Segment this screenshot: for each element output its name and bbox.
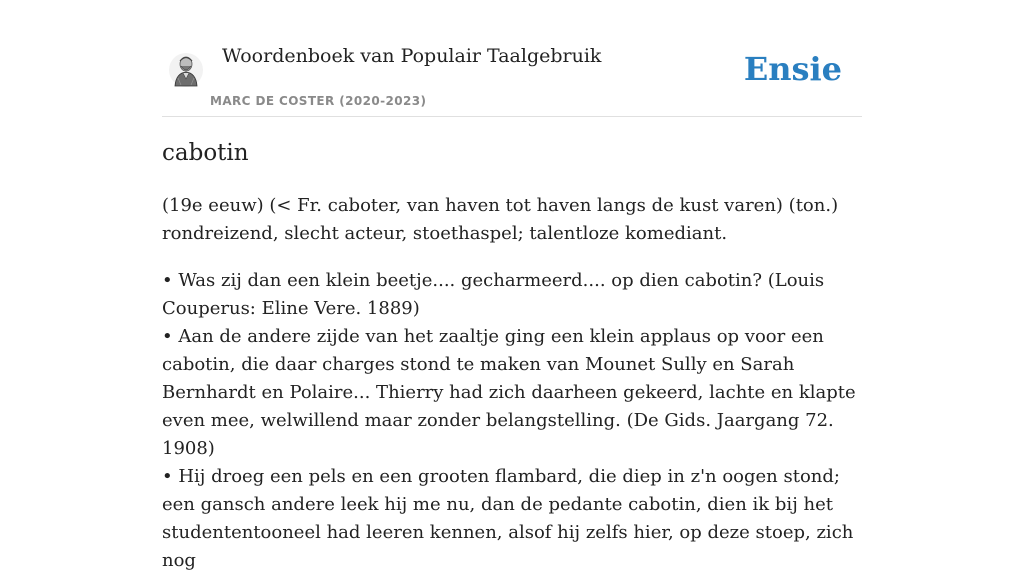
ensie-logo-link[interactable]: Ensie <box>743 50 842 88</box>
author-credit: MARC DE COSTER (2020-2023) <box>210 94 427 108</box>
citation-item: • Was zij dan een klein beetje.... gecharmeerd.... op dien cabotin? (Louis Couperus: Eline Vere. 1889) <box>162 270 825 319</box>
author-portrait-icon <box>168 52 204 88</box>
entry-definition: (19e eeuw) (< Fr. caboter, van haven tot haven langs de kust varen) (ton.) rondreizend, slecht acteur, stoethaspel; talentloze komediant. <box>162 195 839 244</box>
citation-item: • Hij droeg een pels en een grooten flambard, die diep in z'n oogen stond; een gansch andere leek hij me nu, dan de pedante cabotin, dien ik bij het studententooneel had leeren kennen, alsof hij zelfs hier, op deze stoep, zich nog <box>162 466 854 571</box>
entry-headword: cabotin <box>162 140 249 166</box>
citation-item: • Aan de andere zijde van het zaaltje ging een klein applaus op voor een cabotin, die daar charges stond te maken van Mounet Sully en Sarah Bernhardt en Polaire... Thierry had zich daarheen gekeerd, lachte en klapte even mee, welwillend maar zonder belangstelling. (De Gids. Jaargang 72. 1908) <box>162 326 856 459</box>
dictionary-title[interactable]: Woordenboek van Populair Taalgebruik <box>222 45 602 67</box>
citation-list <box>162 267 862 575</box>
site-header <box>162 0 862 117</box>
page <box>162 0 862 571</box>
